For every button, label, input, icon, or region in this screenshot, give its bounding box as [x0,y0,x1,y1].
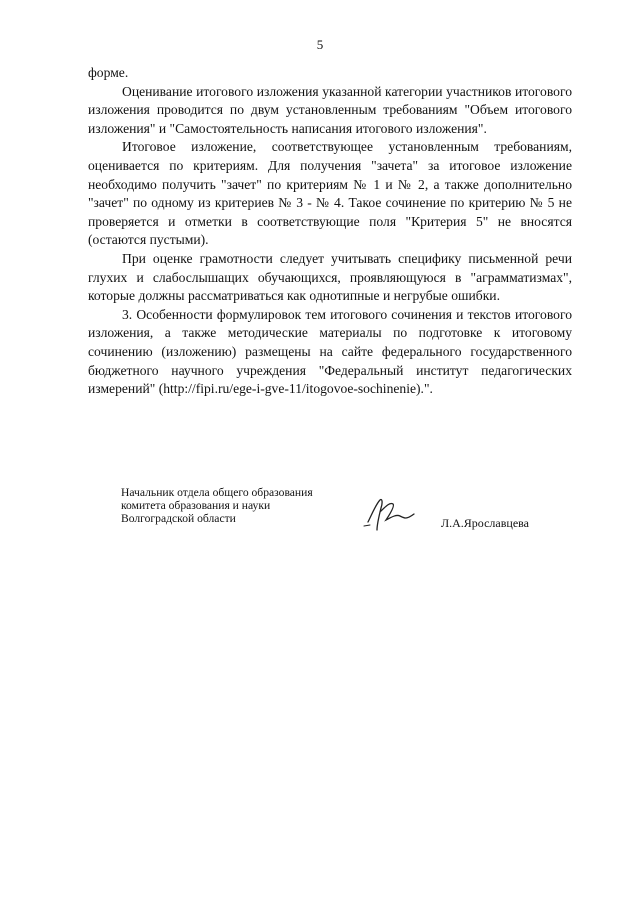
position-line: комитета образования и науки [121,498,271,512]
page-number: 5 [316,37,324,52]
position-line: Начальник отдела общего образования [121,486,313,499]
paragraph-evaluation-criteria: Итоговое изложение, соответствующее установленным требованиям, оценивается по критериям. Для получения "зачета" за итоговое изложение необходимо получить "зачет" по критериям № 1 и № 2, а также дополнительно "зачет" по одному из критериев № 3 - № 4. Такое сочинение по критерию № 5 не проверяется и отметки в соответствующие поля "Критерия 5" не вносятся (остаются пустыми). [88,139,572,248]
signatory-name: Л.А.Ярославцева [441,516,529,530]
handwritten-signature [360,492,418,536]
paragraph-literacy-assessment: При оценке грамотности следует учитывать специфику письменной речи глухих и слабослышащих обучающихся, проявляющуюся в "аграмматизмах", которые должны рассматриваться как однотипные и негрубые ошибки. [88,250,572,304]
signatory-position [121,487,313,525]
position-line: Волгоградской области [121,511,236,525]
paragraph-topics-materials: 3. Особенности формулировок тем итогового сочинения и текстов итогового изложения, а также методические материалы по подготовке к итоговому сочинению (изложению) размещены на сайте федерального государственного бюджетного научного учреждения "Федеральный институт педагогических измерений" (http://fipi.ru/ege-i-gve-11/itogovoe-sochinenie).". [88,306,572,397]
paragraph-evaluation-requirements: Оценивание итогового изложения указанной категории участников итогового изложения проводится по двум установленным требованиям "Объем итогового изложения" и "Самостоятельность написания итогового изложения". [88,83,572,136]
paragraph-continuation: форме. [88,65,129,80]
document-body [88,64,572,399]
